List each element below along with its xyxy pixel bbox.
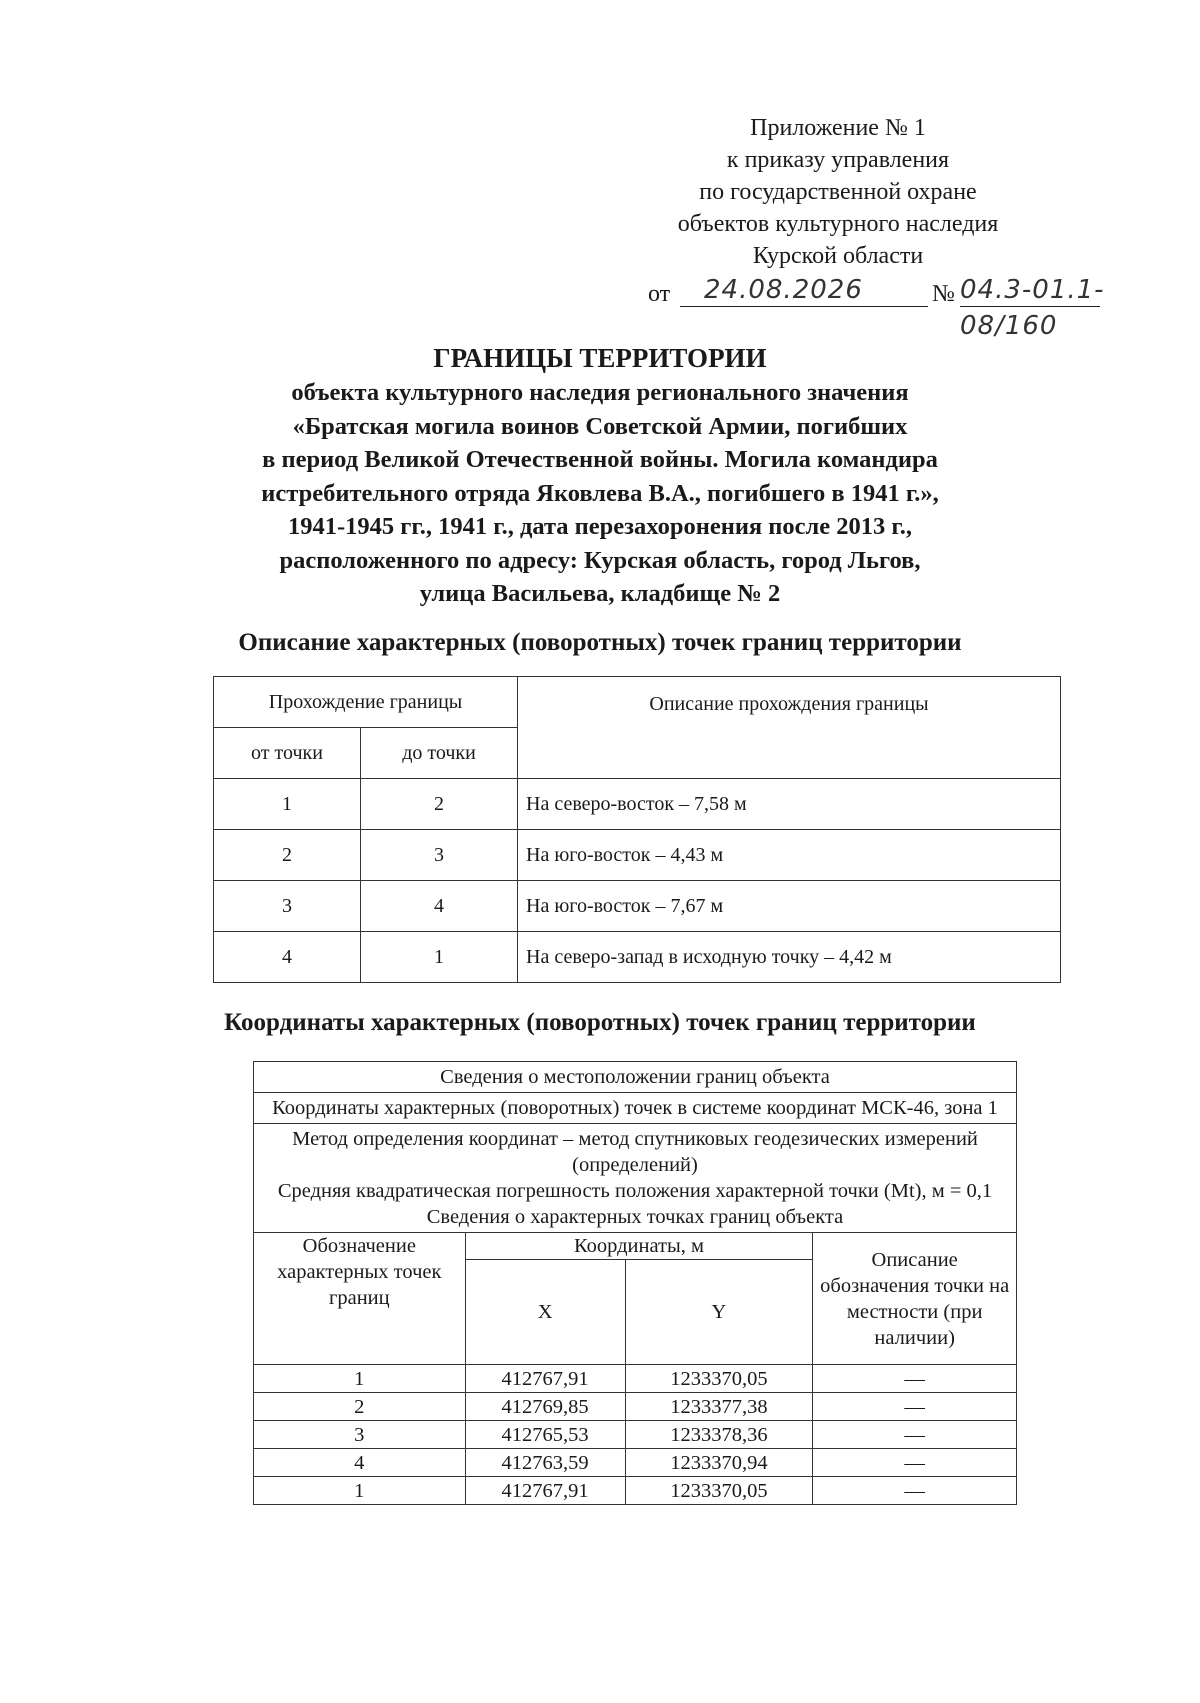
table-row (254, 1365, 1017, 1393)
section2-heading: Координаты характерных (поворотных) точек границ территории (224, 1009, 976, 1036)
header-point-description: Описание обозначения точки на местности (при наличии) (813, 1233, 1017, 1365)
header-description: Описание прохождения границы (518, 677, 1061, 779)
title-line: объекта культурного наследия регионального значения (291, 379, 909, 406)
cell-to: 2 (361, 779, 518, 830)
cell-point: 1 (254, 1477, 466, 1505)
cell-from: 4 (214, 932, 361, 983)
cell-point: 4 (254, 1449, 466, 1477)
header-from: от точки (214, 728, 361, 779)
info-method-block (254, 1124, 1017, 1233)
appendix-header (618, 112, 1058, 272)
handwritten-date: 24.08.2026 (704, 275, 863, 305)
cell-point: 1 (254, 1365, 466, 1393)
cell-desc: На юго-восток – 4,43 м (518, 830, 1061, 881)
document-title (150, 340, 1050, 611)
info-method: Метод определения координат – метод спутниковых геодезических измерений (определений) (292, 1128, 978, 1176)
cell-point: 2 (254, 1393, 466, 1421)
cell-desc: На юго-восток – 7,67 м (518, 881, 1061, 932)
cell-desc: — (813, 1393, 1017, 1421)
cell-desc: — (813, 1421, 1017, 1449)
from-label: от (648, 281, 671, 307)
title-line: расположенного по адресу: Курская область, город Льгов, (279, 546, 921, 574)
appendix-line: к приказу управления (726, 147, 950, 173)
cell-y: 1233370,05 (625, 1365, 813, 1393)
table-row (254, 1477, 1017, 1505)
appendix-line: по государственной охране (699, 179, 977, 205)
header-passage: Прохождение границы (214, 677, 518, 728)
cell-from: 2 (214, 830, 361, 881)
coordinates-table (253, 1061, 1017, 1505)
table-row (254, 1449, 1017, 1477)
cell-to: 1 (361, 932, 518, 983)
number-label: № (932, 281, 955, 307)
table-row (214, 881, 1061, 932)
table-row (214, 932, 1061, 983)
cell-to: 4 (361, 881, 518, 932)
cell-desc: На северо-запад в исходную точку – 4,42 м (518, 932, 1061, 983)
cell-x: 412767,91 (465, 1365, 625, 1393)
title-main: ГРАНИЦЫ ТЕРРИТОРИИ (433, 343, 767, 373)
cell-y: 1233377,38 (625, 1393, 813, 1421)
title-line: 1941-1945 гг., 1941 г., дата перезахоронения после 2013 г., (287, 513, 913, 540)
appendix-line: Курской области (752, 243, 924, 269)
cell-y: 1233370,94 (625, 1449, 813, 1477)
cell-y: 1233370,05 (625, 1477, 813, 1505)
title-line: улица Васильева, кладбище № 2 (419, 580, 781, 607)
table-row (254, 1393, 1017, 1421)
info-error: Средняя квадратическая погрешность положения характерной точки (Mt), м = 0,1 (277, 1180, 993, 1202)
cell-from: 1 (214, 779, 361, 830)
order-date-number-line (648, 275, 1168, 341)
title-line: в период Великой Отечественной войны. Могила командира (262, 446, 938, 473)
cell-desc: На северо-восток – 7,58 м (518, 779, 1061, 830)
title-line: истребительного отряда Яковлева В.А., погибшего в 1941 г.», (261, 479, 939, 507)
cell-from: 3 (214, 881, 361, 932)
header-to: до точки (361, 728, 518, 779)
table-row (214, 830, 1061, 881)
cell-desc: — (813, 1365, 1017, 1393)
cell-point: 3 (254, 1421, 466, 1449)
info-points: Сведения о характерных точках границ объекта (426, 1206, 844, 1228)
cell-y: 1233378,36 (625, 1421, 813, 1449)
header-y: Y (625, 1260, 813, 1365)
section1-heading: Описание характерных (поворотных) точек границ территории (238, 629, 962, 656)
cell-x: 412767,91 (465, 1477, 625, 1505)
cell-x: 412765,53 (465, 1421, 625, 1449)
appendix-line: объектов культурного наследия (677, 211, 999, 237)
info-coordinate-system: Координаты характерных (поворотных) точек в системе координат МСК-46, зона 1 (254, 1093, 1017, 1124)
handwritten-number: 04.3-01.1-08/160 (960, 275, 1105, 341)
appendix-line: Приложение № 1 (750, 115, 926, 141)
cell-x: 412763,59 (465, 1449, 625, 1477)
cell-desc: — (813, 1477, 1017, 1505)
title-line: «Братская могила воинов Советской Армии, погибших (292, 412, 908, 440)
table-row (214, 779, 1061, 830)
boundary-description-table (213, 676, 1061, 983)
cell-to: 3 (361, 830, 518, 881)
cell-x: 412769,85 (465, 1393, 625, 1421)
table-row (254, 1421, 1017, 1449)
header-coordinates: Координаты, м (465, 1233, 813, 1260)
cell-desc: — (813, 1449, 1017, 1477)
header-designation: Обозначение характерных точек границ (254, 1233, 466, 1365)
header-x: X (465, 1260, 625, 1365)
info-location: Сведения о местоположении границ объекта (254, 1062, 1017, 1093)
